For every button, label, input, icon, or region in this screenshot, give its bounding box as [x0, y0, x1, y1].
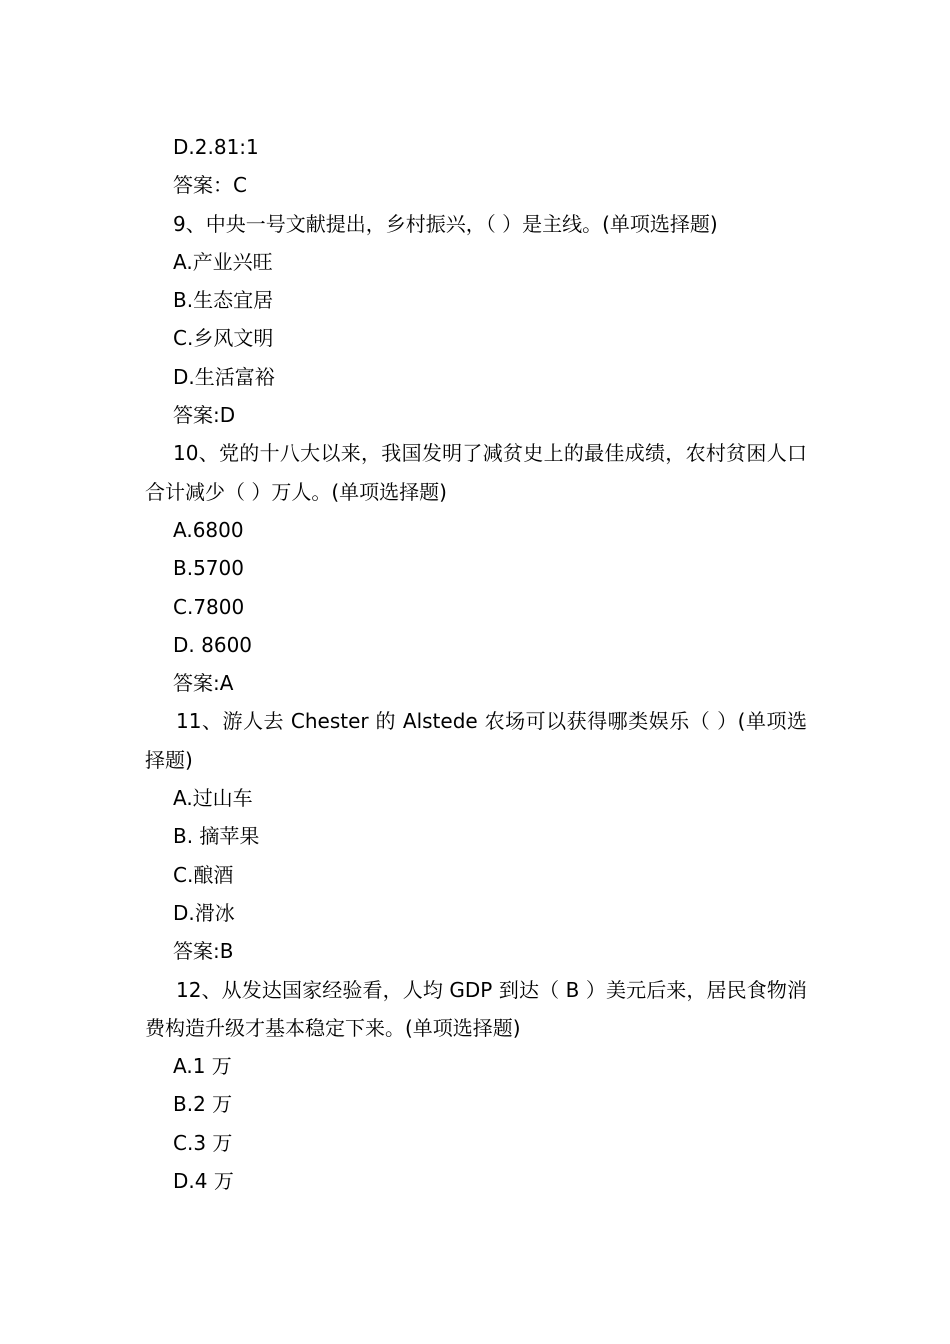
- q12-option-a: A.1 万: [173, 1054, 232, 1079]
- q12-option-c: C.3 万: [173, 1130, 233, 1155]
- q9-answer: 答案:D: [173, 403, 236, 428]
- document-body: [145, 128, 807, 1200]
- q11-answer: 答案:B: [173, 939, 234, 964]
- q12-option-b: B.2 万: [173, 1092, 233, 1117]
- q9-option-d: D.生活富裕: [173, 364, 275, 389]
- q9-option-a: A.产业兴旺: [173, 249, 273, 274]
- q8-option-d: D.2.81:1: [173, 135, 259, 159]
- q11-question: 11、游人去 Chester 的 Alstede 农场可以获得哪类娱乐（ ）(单项选择题): [145, 709, 807, 772]
- q9-option-c: C.乡风文明: [173, 326, 274, 351]
- q8-answer: 答案：C: [173, 173, 247, 198]
- q11-option-d: D.滑冰: [173, 900, 235, 925]
- q10-option-d: D. 8600: [173, 632, 253, 657]
- q11-option-a: A.过山车: [173, 786, 253, 811]
- q9-option-b: B.生态宜居: [173, 288, 274, 313]
- q12-option-d: D.4 万: [173, 1169, 234, 1194]
- q10-answer: 答案:A: [173, 671, 234, 696]
- q10-question: 10、党的十八大以来，我国发明了减贫史上的最佳成绩，农村贫困人口合计减少（ ）万人。(单项选择题): [145, 441, 807, 504]
- q10-option-a: A.6800: [173, 517, 244, 542]
- q10-option-c: C.7800: [173, 594, 245, 619]
- q12-question: 12、从发达国家经验看，人均 GDP 到达（ B ）美元后来，居民食物消费构造升级才基本稳定下来。(单项选择题): [145, 977, 807, 1040]
- q11-option-c: C.酿酒: [173, 862, 234, 887]
- q9-question: 9、中央一号文献提出，乡村振兴，（ ）是主线。(单项选择题): [173, 211, 718, 236]
- q11-option-b: B. 摘苹果: [173, 824, 260, 849]
- q10-option-b: B.5700: [173, 556, 244, 581]
